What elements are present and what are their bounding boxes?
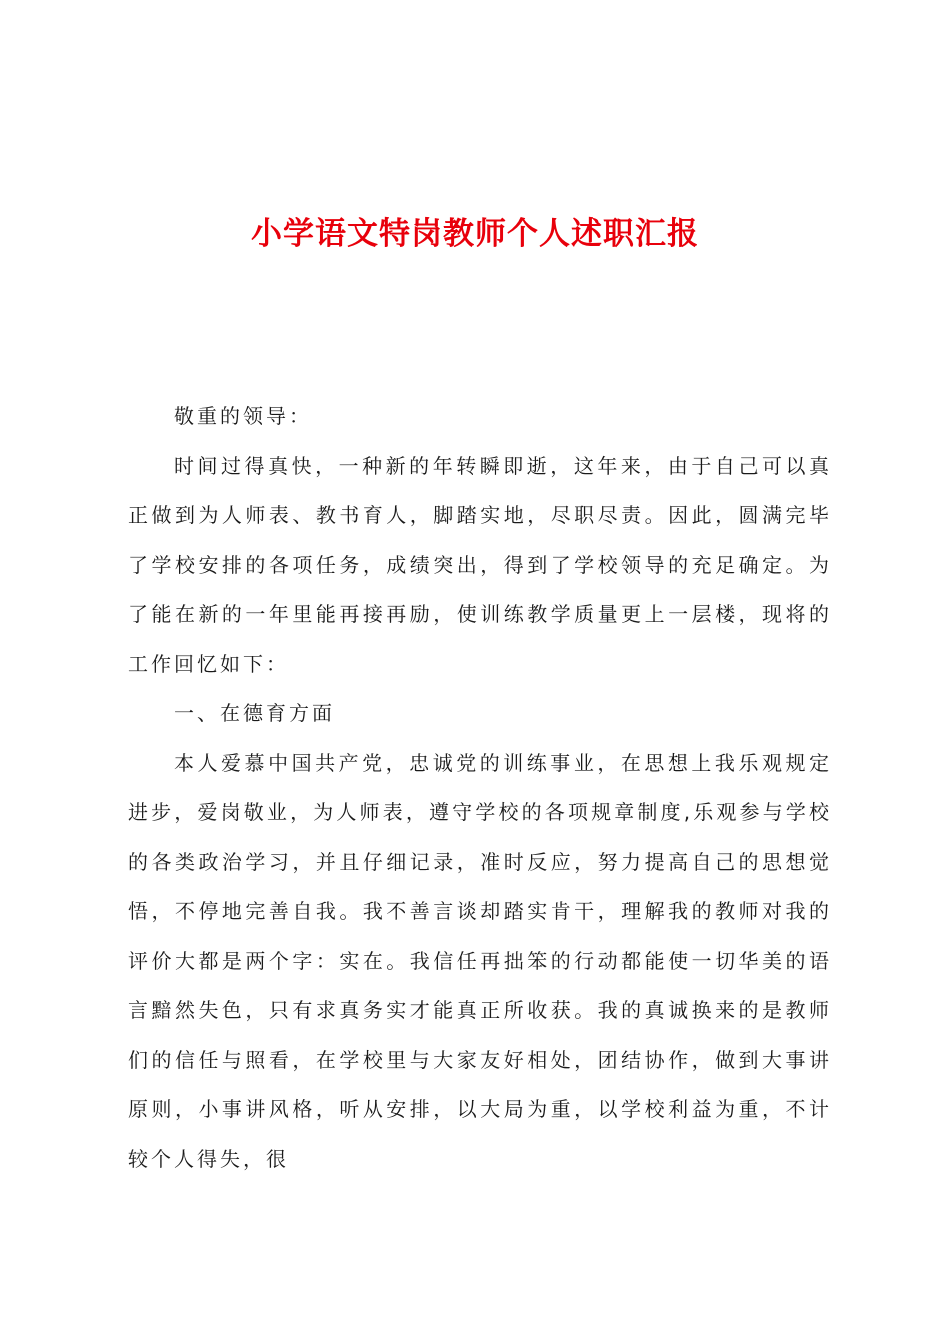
- document-body: [128, 392, 832, 1184]
- paragraph-intro: 时间过得真快，一种新的年转瞬即逝，这年来，由于自己可以真正做到为人师表、教书育人，脚踏实地，尽职尽责。因此，圆满完毕了学校安排的各项任务，成绩突出，得到了学校领导的充足确定。为了能在新的一年里能再接再励，使训练教学质量更上一层楼，现将的工作回忆如下：: [128, 453, 832, 676]
- paragraph-moral-education: 本人爱慕中国共产党，忠诚党的训练事业，在思想上我乐观规定进步，爱岗敬业，为人师表，遵守学校的各项规章制度,乐观参与学校的各类政治学习，并且仔细记录，准时反应，努力提高自己的思想觉悟，不停地完善自我。我不善言谈却踏实肯干，理解我的教师对我的评价大都是两个字：实在。我信任再拙笨的行动都能使一切华美的语言黯然失色，只有求真务实才能真正所收获。我的真诚换来的是教师们的信任与照看，在学校里与大家友好相处，团结协作，做到大事讲原则，小事讲风格，听从安排，以大局为重，以学校利益为重，不计较个人得失，很: [128, 750, 832, 1171]
- salutation: 敬重的领导：: [174, 404, 312, 428]
- section-heading-moral-education: 一、在德育方面: [174, 701, 335, 725]
- document-title: 小学语文特岗教师个人述职汇报: [251, 216, 699, 252]
